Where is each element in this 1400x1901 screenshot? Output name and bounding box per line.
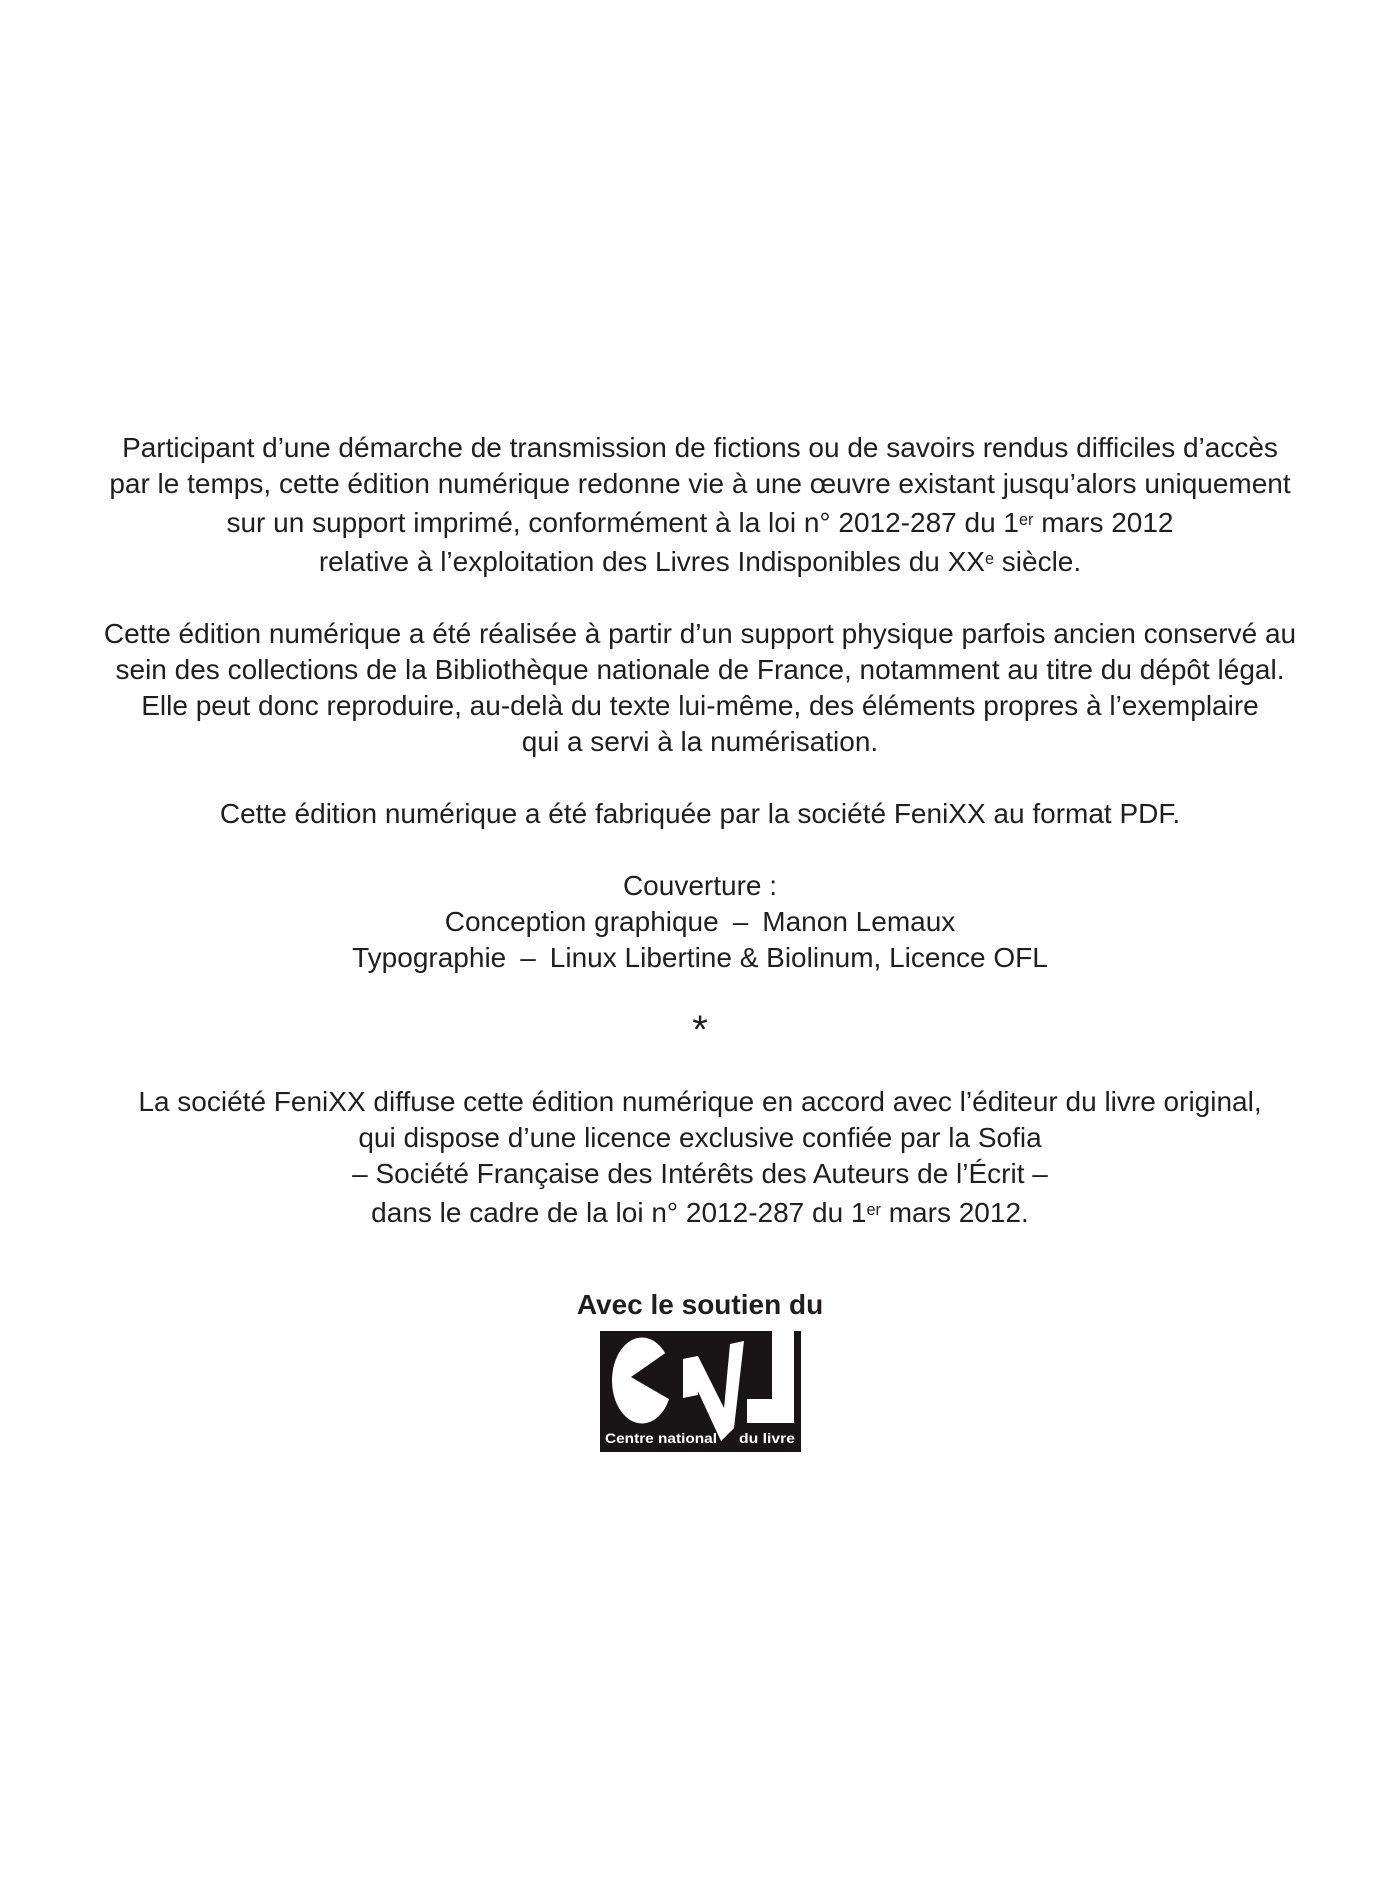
text-line: dans le cadre de la loi n° 2012-287 du 1er mars 2012. [371, 1196, 1029, 1228]
text-line: Elle peut donc reproduire, au-delà du texte lui-même, des éléments propres à l’exemplaire [141, 689, 1259, 721]
text-line: par le temps, cette édition numérique redonne vie à une œuvre existant jusqu’alors uniquement [109, 468, 1291, 499]
text-line: La société FeniXX diffuse cette édition numérique en accord avec l’éditeur du livre original, [138, 1085, 1262, 1117]
separator-asterisk: * [692, 1007, 708, 1052]
text-line: relative à l’exploitation des Livres Indisponibles du XXe siècle. [318, 545, 1082, 577]
text-line: Couverture : [622, 869, 778, 901]
text-line: qui a servi à la numérisation. [521, 725, 879, 757]
cnl-caption-left: Centre national [604, 1430, 717, 1447]
text-line: Cette édition numérique a été réalisée à partir d’un support physique parfois ancien conservé au [103, 617, 1297, 649]
text-line: Participant d’une démarche de transmission de fictions ou de savoirs rendus difficiles d’accès [122, 432, 1278, 463]
paragraph-transmission-notice [0, 430, 1400, 580]
paragraph-fenixx-pdf [0, 796, 1400, 832]
text-line: Conception graphique – Manon Lemaux [444, 905, 956, 937]
paragraph-diffusion-notice [0, 1084, 1400, 1231]
text-line: sur un support imprimé, conformément à la loi n° 2012-287 du 1er mars 2012 [226, 506, 1174, 538]
text-line: – Société Française des Intérêts des Auteurs de l’Écrit – [352, 1157, 1048, 1189]
text-line: Cette édition numérique a été fabriquée par la société FeniXX au format PDF. [219, 797, 1181, 829]
paragraph-bnf-source [0, 616, 1400, 760]
cover-credits [0, 868, 1400, 976]
text-line: Typographie – Linux Libertine & Biolinum, Licence OFL [352, 941, 1048, 973]
cnl-support-caption: Avec le soutien du [576, 1289, 824, 1321]
cnl-logo [600, 1331, 801, 1452]
cnl-logo-container [0, 1331, 1400, 1457]
cnl-caption-right: du livre [738, 1430, 795, 1447]
text-line: qui dispose d’une licence exclusive confiée par la Sofia [358, 1121, 1042, 1153]
text-line: sein des collections de la Bibliothèque nationale de France, notamment au titre du dépôt légal. [115, 653, 1285, 685]
